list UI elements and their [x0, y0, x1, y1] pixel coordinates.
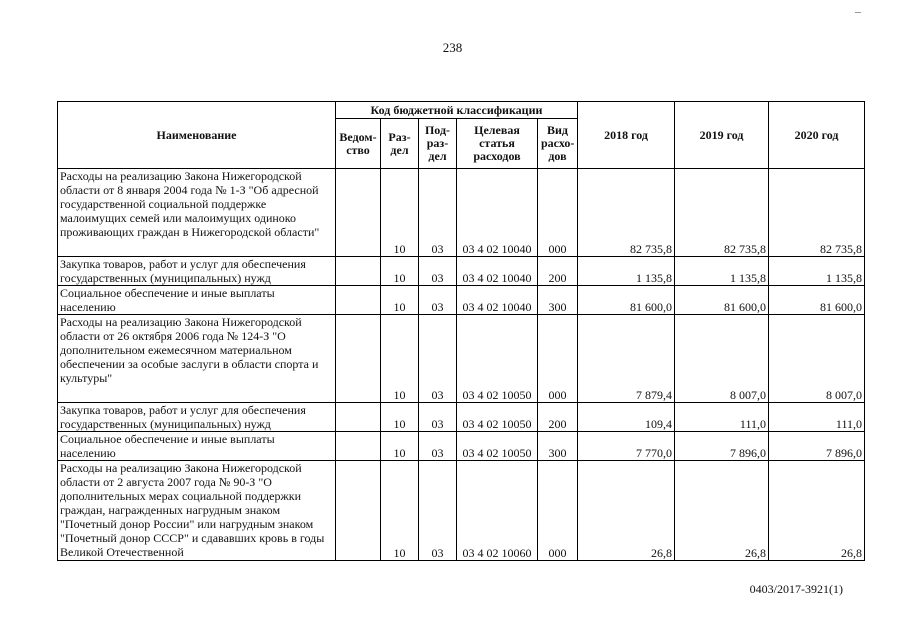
row-razdel: 10 — [381, 257, 419, 286]
row-razdel: 10 — [381, 169, 419, 257]
row-2018: 26,8 — [578, 461, 675, 561]
row-2020: 111,0 — [769, 403, 865, 432]
table-row — [58, 432, 865, 461]
row-vid: 000 — [538, 315, 578, 403]
row-celevaya: 03 4 02 10040 — [457, 257, 538, 286]
corner-mark — [855, 12, 861, 13]
row-name: Социальное обеспечение и иные выплаты населению — [58, 286, 336, 315]
row-razdel: 10 — [381, 315, 419, 403]
row-vedomstvo — [336, 169, 381, 257]
row-2018: 1 135,8 — [578, 257, 675, 286]
row-celevaya: 03 4 02 10050 — [457, 403, 538, 432]
row-podrazdel: 03 — [419, 257, 457, 286]
row-vid: 200 — [538, 403, 578, 432]
row-name: Закупка товаров, работ и услуг для обеспечения государственных (муниципальных) нужд — [58, 403, 336, 432]
row-vedomstvo — [336, 403, 381, 432]
header-vedomstvo: Ведом-ство — [336, 119, 381, 169]
row-podrazdel: 03 — [419, 432, 457, 461]
row-2019: 8 007,0 — [675, 315, 769, 403]
header-razdel: Раз-дел — [381, 119, 419, 169]
header-vid: Вид расхо-дов — [538, 119, 578, 169]
row-2020: 1 135,8 — [769, 257, 865, 286]
row-vedomstvo — [336, 315, 381, 403]
row-vedomstvo — [336, 257, 381, 286]
row-2020: 8 007,0 — [769, 315, 865, 403]
table-row — [58, 315, 865, 403]
row-2018: 81 600,0 — [578, 286, 675, 315]
row-2018: 7 770,0 — [578, 432, 675, 461]
row-podrazdel: 03 — [419, 315, 457, 403]
row-2019: 81 600,0 — [675, 286, 769, 315]
row-2020: 81 600,0 — [769, 286, 865, 315]
row-vid: 300 — [538, 286, 578, 315]
row-vid: 200 — [538, 257, 578, 286]
row-celevaya: 03 4 02 10040 — [457, 286, 538, 315]
row-celevaya: 03 4 02 10040 — [457, 169, 538, 257]
row-2018: 82 735,8 — [578, 169, 675, 257]
table-row — [58, 286, 865, 315]
row-razdel: 10 — [381, 403, 419, 432]
header-code-group: Код бюджетной классификации — [336, 102, 578, 119]
table-row — [58, 257, 865, 286]
header-name: Наименование — [58, 102, 336, 169]
row-name: Расходы на реализацию Закона Нижегородской области от 2 августа 2007 года № 90-З "О дополнительных мерах социальной поддержки граждан, награжденных нагрудным знаком "Почетный донор России" или нагрудным знаком "Почетный донор СССР" и сдававших кровь в годы Великой Отечественной — [58, 461, 336, 561]
row-name: Социальное обеспечение и иные выплаты населению — [58, 432, 336, 461]
footer-code: 0403/2017-3921(1) — [749, 582, 843, 596]
header-2020: 2020 год — [769, 102, 865, 169]
row-2019: 1 135,8 — [675, 257, 769, 286]
header-2019: 2019 год — [675, 102, 769, 169]
row-podrazdel: 03 — [419, 403, 457, 432]
row-name: Расходы на реализацию Закона Нижегородской области от 8 января 2004 года № 1-З "Об адресной государственной социальной поддержке малоимущих семей или малоимущих одиноко проживающих граждан в Нижегородской области" — [58, 169, 336, 257]
row-2019: 7 896,0 — [675, 432, 769, 461]
table-row — [58, 461, 865, 561]
row-razdel: 10 — [381, 286, 419, 315]
row-celevaya: 03 4 02 10050 — [457, 432, 538, 461]
row-vedomstvo — [336, 286, 381, 315]
header-celevaya: Целевая статья расходов — [457, 119, 538, 169]
page-number: 238 — [442, 40, 463, 55]
row-2018: 7 879,4 — [578, 315, 675, 403]
budget-table — [57, 101, 865, 561]
row-2019: 111,0 — [675, 403, 769, 432]
table-row — [58, 403, 865, 432]
row-vid: 000 — [538, 461, 578, 561]
row-vid: 000 — [538, 169, 578, 257]
row-2019: 26,8 — [675, 461, 769, 561]
row-vid: 300 — [538, 432, 578, 461]
row-2020: 82 735,8 — [769, 169, 865, 257]
row-vedomstvo — [336, 461, 381, 561]
row-podrazdel: 03 — [419, 461, 457, 561]
row-celevaya: 03 4 02 10050 — [457, 315, 538, 403]
row-vedomstvo — [336, 432, 381, 461]
row-razdel: 10 — [381, 432, 419, 461]
row-celevaya: 03 4 02 10060 — [457, 461, 538, 561]
row-2019: 82 735,8 — [675, 169, 769, 257]
row-podrazdel: 03 — [419, 286, 457, 315]
header-2018: 2018 год — [578, 102, 675, 169]
row-podrazdel: 03 — [419, 169, 457, 257]
row-name: Расходы на реализацию Закона Нижегородской области от 26 октября 2006 года № 124-З "О дополнительном ежемесячном материальном обеспечении за особые заслуги в области спорта и культуры" — [58, 315, 336, 403]
row-razdel: 10 — [381, 461, 419, 561]
header-podrazdel: Под-раз-дел — [419, 119, 457, 169]
row-2020: 26,8 — [769, 461, 865, 561]
row-2018: 109,4 — [578, 403, 675, 432]
row-name: Закупка товаров, работ и услуг для обеспечения государственных (муниципальных) нужд — [58, 257, 336, 286]
table-row — [58, 169, 865, 257]
row-2020: 7 896,0 — [769, 432, 865, 461]
